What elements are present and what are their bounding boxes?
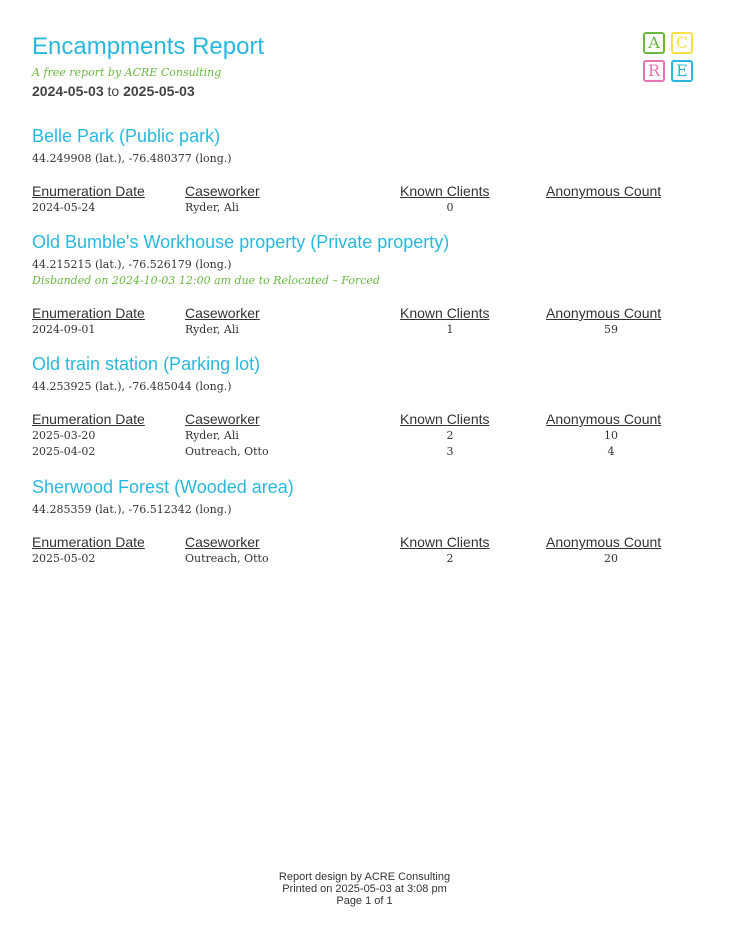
logo-letter: C [675,33,689,52]
table-row [32,428,692,444]
header-anonymous-count: Anonymous Count [546,183,662,199]
cell-anonymous-count: 59 [604,323,618,336]
logo-block-e [671,60,693,82]
header-caseworker: Caseworker [185,183,260,199]
cell-caseworker: Outreach, Otto [185,552,269,565]
cell-known-clients: 3 [446,445,454,458]
encampment-name: Belle Park (Public park) [32,126,221,146]
header-anonymous-count: Anonymous Count [546,534,662,550]
logo-letter: R [647,61,661,80]
disbanded-note: Disbanded on 2024-10-03 12:00 am due to Relocated – Forced [32,274,380,287]
table-row [32,200,692,216]
cell-caseworker: Outreach, Otto [185,445,269,458]
cell-known-clients: 2 [446,429,454,442]
header-anonymous-count: Anonymous Count [546,411,662,427]
cell-known-clients: 1 [446,323,454,336]
cell-caseworker: Ryder, Ali [185,429,239,442]
cell-known-clients: 2 [446,552,454,565]
footer-design-credit: Report design by ACRE Consulting [278,871,451,883]
header-caseworker: Caseworker [185,534,260,550]
encampment-name: Sherwood Forest (Wooded area) [32,477,294,497]
header-known-clients: Known Clients [400,534,490,550]
logo-letter: E [676,61,688,80]
encampment-coords: 44.253925 (lat.), -76.485044 (long.) [32,380,232,393]
encampment-section [32,475,692,567]
cell-anonymous-count: 20 [604,552,618,565]
footer-page-number: Page 1 of 1 [336,895,393,907]
report-footer [0,871,729,907]
cell-date: 2025-05-02 [32,552,96,565]
table-row [32,444,692,460]
cell-date: 2024-09-01 [32,323,96,336]
enumeration-table [32,183,692,216]
cell-caseworker: Ryder, Ali [185,323,239,336]
date-to-word: to [107,83,120,99]
cell-caseworker: Ryder, Ali [185,201,239,214]
header-enumeration-date: Enumeration Date [32,183,145,199]
cell-known-clients: 0 [446,201,454,214]
logo-letter: A [648,33,660,52]
logo-block-r [643,60,665,82]
header-known-clients: Known Clients [400,305,490,321]
encampment-coords: 44.285359 (lat.), -76.512342 (long.) [32,503,232,516]
encampment-section [32,124,692,216]
cell-date: 2024-05-24 [32,201,96,214]
date-to: 2025-05-03 [123,83,195,99]
date-from: 2024-05-03 [32,83,104,99]
encampment-name: Old Bumble's Workhouse property (Private property) [32,232,450,252]
header-enumeration-date: Enumeration Date [32,305,145,321]
header-enumeration-date: Enumeration Date [32,534,145,550]
date-range [32,83,195,99]
header-caseworker: Caseworker [185,305,260,321]
cell-date: 2025-03-20 [32,429,96,442]
enumeration-table [32,305,692,338]
encampment-name: Old train station (Parking lot) [32,354,261,374]
table-row [32,322,692,338]
cell-anonymous-count: 10 [604,429,618,442]
footer-printed-on: Printed on 2025-05-03 at 3:08 pm [282,883,447,895]
table-row [32,551,692,567]
enumeration-table [32,534,692,567]
encampment-coords: 44.249908 (lat.), -76.480377 (long.) [32,152,232,165]
logo-block-c [671,32,693,54]
encampment-section [32,352,692,460]
cell-anonymous-count: 4 [607,445,615,458]
table-header [32,411,692,428]
report-subtitle: A free report by ACRE Consulting [32,66,222,79]
acre-logo [643,32,697,86]
header-anonymous-count: Anonymous Count [546,305,662,321]
logo-block-a [643,32,665,54]
cell-date: 2025-04-02 [32,445,96,458]
header-known-clients: Known Clients [400,183,490,199]
report-title: Encampments Report [32,33,265,60]
header-caseworker: Caseworker [185,411,260,427]
table-header [32,305,692,322]
encampment-coords: 44.215215 (lat.), -76.526179 (long.) [32,258,232,271]
header-enumeration-date: Enumeration Date [32,411,145,427]
header-known-clients: Known Clients [400,411,490,427]
enumeration-table [32,411,692,460]
table-header [32,183,692,200]
encampment-section [32,230,692,338]
table-header [32,534,692,551]
